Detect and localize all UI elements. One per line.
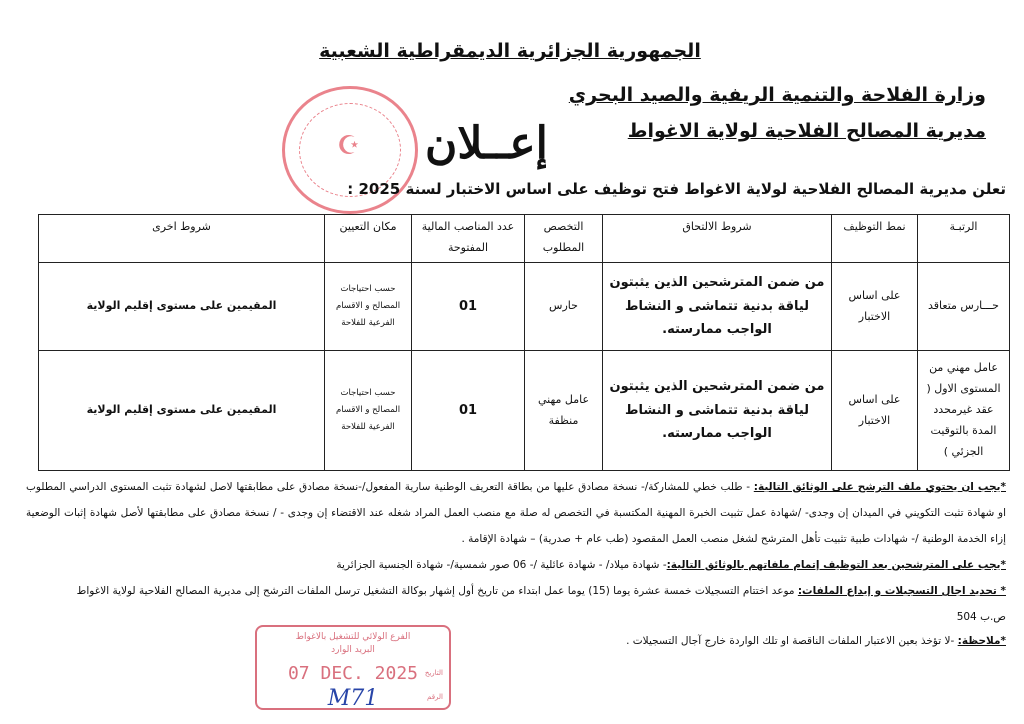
table-row	[39, 263, 1010, 351]
directorate-heading: مديرية المصالح الفلاحية لولاية الاغواط	[627, 120, 986, 142]
post-hire-documents	[26, 552, 1006, 578]
header-cell: شروط اخرى	[39, 215, 325, 263]
location-cell: حسب احتياجات المصالح و الاقسام الفرعية للفلاحة	[325, 263, 412, 351]
note-text: موعد اختتام التسجيلات خمسة عشرة يوما (15) يوما عمل ابتداء من تاريخ أول إشهار بوكالة التشغيل ترسل الملفات الترشح إلى مديرية المصالح الفلاحية لولاية الاغواط	[76, 585, 798, 597]
note-label: *ملاحظة:	[957, 635, 1006, 647]
count-cell: 01	[412, 263, 525, 351]
ministry-heading: وزارة الفلاحة والتنمية الريفية والصيد البحري	[568, 84, 986, 106]
header-cell: نمط التوظيف	[832, 215, 918, 263]
note-label: *يجب على المترشحين بعد التوظيف إتمام ملفاتهم بالوثائق التالية:	[666, 559, 1006, 571]
note-text: -لا تؤخذ بعين الاعتبار الملفات الناقصة او تلك الواردة خارج آجال التسجيلات .	[626, 635, 958, 647]
header-cell: شروط الالتحاق	[603, 215, 832, 263]
stamp-date-label: التاريخ	[424, 669, 443, 677]
header-cell: الرتبـة	[918, 215, 1010, 263]
specialty-cell: عامل مهني منظفة	[525, 351, 603, 471]
required-documents	[26, 474, 1006, 552]
table-row	[39, 351, 1010, 471]
intro-text: تعلن مديرية المصالح الفلاحية لولاية الاغواط فتح توظيف على اساس الاختبار لسنة 2025 :	[347, 180, 1006, 198]
mode-cell: على اساس الاختبار	[832, 351, 918, 471]
other-conditions-cell: المقيمين على مستوى إقليم الولاية	[39, 263, 325, 351]
conditions-cell: من ضمن المترشحين الذين يثبتون لياقة بدنية تتماشى و النشاط الواجب ممارسته.	[603, 263, 832, 351]
stamp-number: M71	[327, 686, 379, 711]
republic-heading: الجمهورية الجزائرية الديمقراطية الشعبية	[319, 40, 701, 62]
note-text: - شهادة ميلاد/ - شهادة عائلية /- 06 صور شمسية/- شهادة الجنسية الجزائرية	[336, 559, 667, 571]
other-conditions-cell: المقيمين على مستوى إقليم الولاية	[39, 351, 325, 471]
remark-note	[26, 628, 1006, 654]
header-cell: عدد المناصب المالية المفتوحة	[412, 215, 525, 263]
location-cell: حسب احتياجات المصالح و الاقسام الفرعية للفلاحة	[325, 351, 412, 471]
po-box: ص.ب 504	[956, 611, 1006, 623]
stamp-mail: البريد الوارد	[331, 645, 375, 655]
header-cell: مكان التعيين	[325, 215, 412, 263]
note-label: *يجب ان يحتوي ملف الترشح على الوثائق التالية:	[753, 481, 1006, 493]
note-text: - طلب خطي للمشاركة/- نسخة مصادق عليها من بطاقة التعريف الوطنية سارية المفعول/-نسخة مصادق على مطابقتها لاصل لشهادة تثبت المستوى الدراسي المطلوب او شهادة تثبت التكويني في الميدان إن وجدى- /شهادة عمل تثبيت الخبرة المهنية المكتسبة في التخصص له صلة مع منصب العمل المراد شغله عند الاقتضاء إن وجدى - / نسخة مصادق على مطابقتها لأصل شهادة إثبات الوضعية إزاء الخدمة الوطنية /- شهادات طبية تثبيت تأهل المترشح لشغل منصب العمل المقصود (طب عام + صدرية) – شهادة الإقامة .	[26, 481, 1006, 545]
mode-cell: على اساس الاختبار	[832, 263, 918, 351]
announcement-title: إعــلان	[425, 118, 548, 169]
deadline-note	[26, 578, 1006, 604]
rank-cell: عامل مهني من المستوى الاول ( عقد غيرمحدد المدة بالتوقيت الجزئي )	[918, 351, 1010, 471]
stamp-office: الفرع الولائي للتشغيل بالاغواط	[295, 632, 411, 642]
reception-stamp	[255, 625, 451, 710]
conditions-cell: من ضمن المترشحين الذين يثبتون لياقة بدنية تتماشى و النشاط الواجب ممارسته.	[603, 351, 832, 471]
table-header-row	[39, 215, 1010, 263]
positions-table	[38, 214, 1010, 471]
header-cell: التخصص المطلوب	[525, 215, 603, 263]
rank-cell: حـــارس متعاقد	[918, 263, 1010, 351]
crescent-star-icon: ☪	[337, 131, 361, 161]
count-cell: 01	[412, 351, 525, 471]
stamp-number-label: الرقم	[427, 693, 443, 701]
stamp-date: 07 DEC. 2025	[287, 663, 419, 684]
note-label: * تحديد اجال التسجيلات و إيداع الملفات:	[797, 585, 1006, 597]
specialty-cell: حارس	[525, 263, 603, 351]
